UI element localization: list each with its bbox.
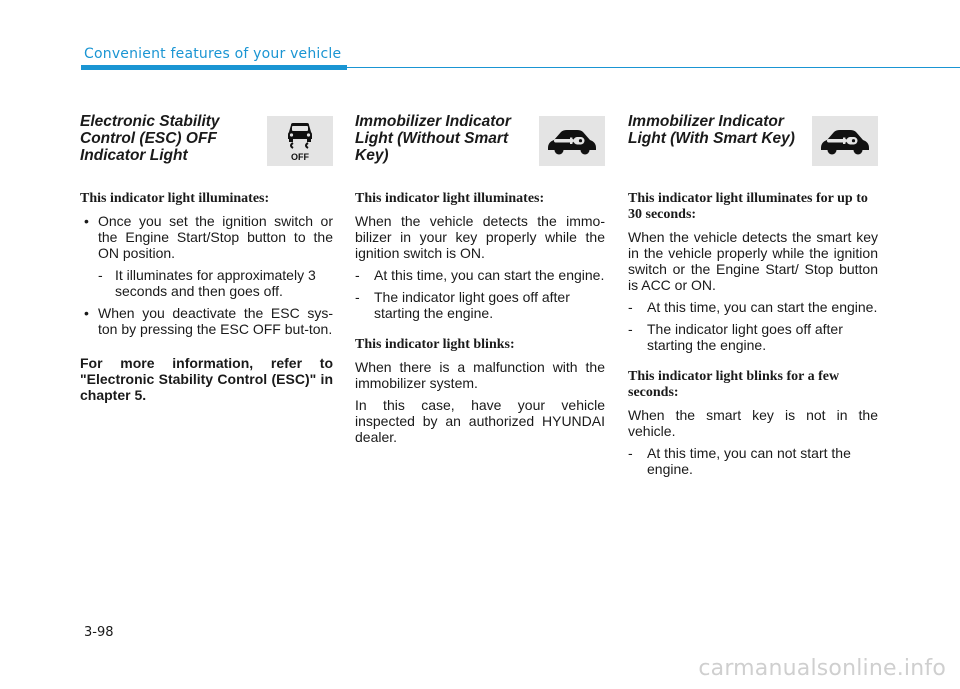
subheading: This indicator light illuminates: <box>355 191 545 206</box>
section-title: Electronic Stability Control (ESC) OFF Indicator Light <box>80 113 220 164</box>
body-paragraph: When there is a malfunction with the immobilizer system. <box>355 359 605 391</box>
column-immobilizer-without-smart-key <box>355 110 605 451</box>
immobilizer-car-key-icon <box>812 116 878 166</box>
column-immobilizer-with-smart-key <box>628 110 878 483</box>
page-number: 3-98 <box>84 625 114 640</box>
dash-item: - At this time, you can start the engine. <box>355 267 605 283</box>
subheading: This indicator light blinks for a few seconds: <box>628 369 840 400</box>
section-header: Convenient features of your vehicle <box>84 46 342 62</box>
section-title: Immobilizer Indicator Light (With Smart Key) <box>628 113 795 147</box>
header-rule-thick <box>81 65 347 70</box>
dash-item-text: It illuminates for approximately 3 seconds and then goes off. <box>115 267 316 299</box>
subheading: This indicator light illuminates for up to 30 seconds: <box>628 191 868 222</box>
header-rule-thin <box>347 67 960 68</box>
dash-item-text: The indicator light goes off after starting the engine. <box>374 289 570 321</box>
dash-item: - At this time, you can not start the engine. <box>628 445 851 477</box>
dash-item-text: At this time, you can not start the engine. <box>647 445 851 477</box>
body-paragraph: When the vehicle detects the smart key in the vehicle properly while the ignition switch or the Engine Start/ Stop button is ACC or ON. <box>628 229 878 293</box>
subheading: This indicator light blinks: <box>355 337 515 352</box>
dash-item-text: At this time, you can start the engine. <box>374 267 605 283</box>
bullet-item: • Once you set the ignition switch or the Engine Start/Stop button to the ON position. <box>80 213 333 261</box>
dash-item: - The indicator light goes off after starting the engine. <box>355 289 570 321</box>
reference-note: For more information, refer to "Electronic Stability Control (ESC)" in chapter 5. <box>80 355 333 403</box>
body-paragraph: When the smart key is not in the vehicle. <box>628 407 878 439</box>
esc-off-icon-label: OFF <box>291 152 309 162</box>
dash-item-text: At this time, you can start the engine. <box>647 299 878 315</box>
bullet-item: • When you deactivate the ESC sys-ton by pressing the ESC OFF but-ton. <box>80 305 333 337</box>
watermark: carmanualsonline.info <box>698 656 946 681</box>
dash-item: - It illuminates for approximately 3 seconds and then goes off. <box>98 267 316 299</box>
dash-item: - The indicator light goes off after starting the engine. <box>628 321 843 353</box>
section-title: Immobilizer Indicator Light (Without Smart Key) <box>355 113 511 164</box>
esc-off-icon <box>267 116 333 166</box>
dash-item: - At this time, you can start the engine. <box>628 299 878 315</box>
immobilizer-car-key-icon <box>539 116 605 166</box>
body-paragraph: When the vehicle detects the immo-bilizer in your key properly while the ignition switch is ON. <box>355 213 605 261</box>
body-paragraph: In this case, have your vehicle inspected by an authorized HYUNDAI dealer. <box>355 397 605 445</box>
column-esc-off <box>80 110 333 403</box>
subheading: This indicator light illuminates: <box>80 191 270 206</box>
dash-item-text: The indicator light goes off after starting the engine. <box>647 321 843 353</box>
